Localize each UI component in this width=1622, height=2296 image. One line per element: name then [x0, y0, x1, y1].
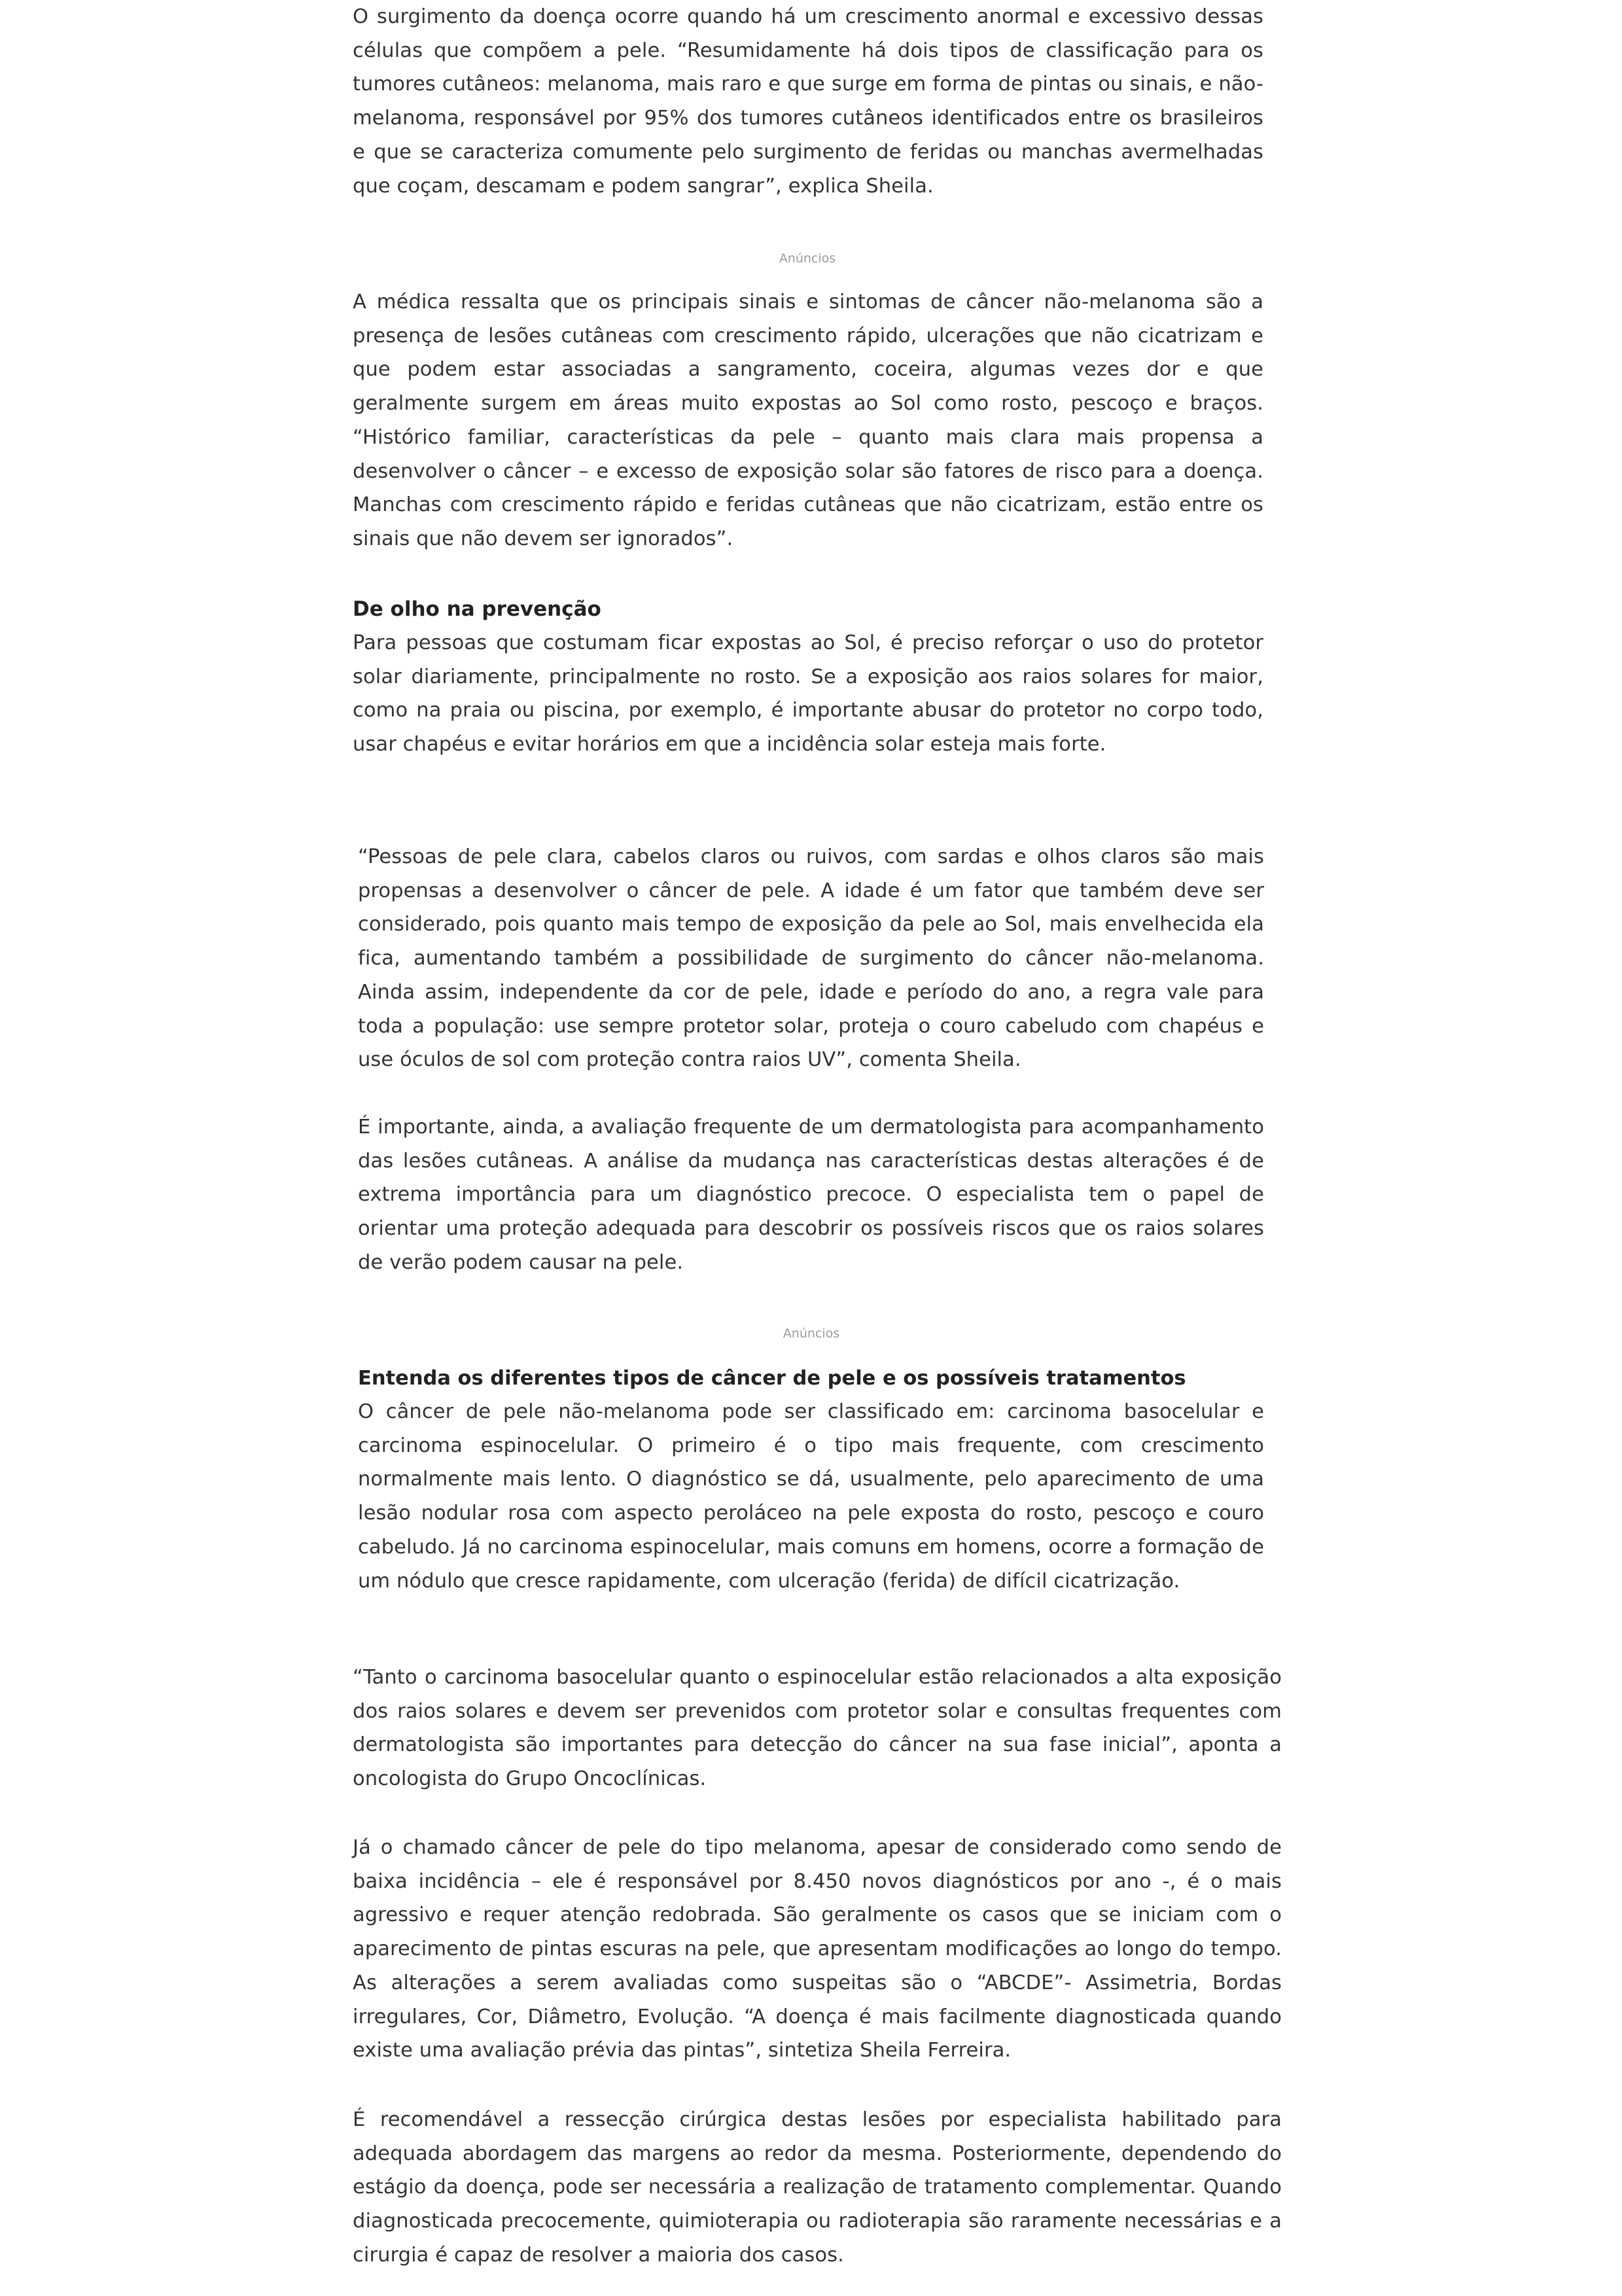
article-paragraph-4: “Pessoas de pele clara, cabelos claros ou ruivos, com sardas e olhos claros são mais propensas a desenvolver o câncer de pele. A idade é um fator que também deve ser considerado, pois quanto mais tempo de exposição da pele ao Sol, mais envelhecida ela fica, aumentando também a possibilidade de surgimento do câncer não-melanoma. Ainda assim, independente da cor de pele, idade e período do ano, a regra vale para toda a população: use sempre protetor solar, proteja o couro cabeludo com chapéus e use óculos de sol com proteção contra raios UV”, comenta Sheila. — [358, 845, 1264, 1072]
article-paragraph-1: O surgimento da doença ocorre quando há um crescimento anormal e excessivo dessas células que compõem a pele. “Resumidamente há dois tipos de classificação para os tumores cutâneos: melanoma, mais raro e que surge em forma de pintas ou sinais, e não-melanoma, responsável por 95% dos tumores cutâneos identificados entre os brasileiros e que se caracteriza comumente pelo surgimento de feridas ou manchas avermelhadas que coçam, descamam e podem sangrar”, explica Sheila. — [353, 5, 1263, 198]
article-paragraph-6: O câncer de pele não-melanoma pode ser classificado em: carcinoma basocelular e carcinoma espinocelular. O primeiro é o tipo mais frequente, com crescimento normalmente mais lento. O diagnóstico se dá, usualmente, pelo aparecimento de uma lesão nodular rosa com aspecto peroláceo na pele exposta do rosto, pescoço e couro cabeludo. Já no carcinoma espinocelular, mais comuns em homens, ocorre a formação de um nódulo que cresce rapidamente, com ulceração (ferida) de difícil cicatrização. — [358, 1400, 1264, 1593]
article-paragraph-7: “Tanto o carcinoma basocelular quanto o espinocelular estão relacionados a alta exposição dos raios solares e devem ser prevenidos com protetor solar e consultas frequentes com dermatologista são importantes para detecção do câncer na sua fase inicial”, aponta a oncologista do Grupo Oncoclínicas. — [353, 1666, 1282, 1791]
article-paragraph-8: Já o chamado câncer de pele do tipo melanoma, apesar de considerado como sendo de baixa incidência – ele é responsável por 8.450 novos diagnósticos por ano -, é o mais agressivo e requer atenção redobrada. São geralmente os casos que se iniciam com o aparecimento de pintas escuras na pele, que apresentam modificações ao longo do tempo. As alterações a serem avaliadas como suspeitas são o “ABCDE”- Assimetria, Bordas irregulares, Cor, Diâmetro, Evolução. “A doença é mais facilmente diagnosticada quando existe uma avaliação prévia das pintas”, sintetiza Sheila Ferreira. — [353, 1836, 1282, 2062]
section-heading-types: Entenda os diferentes tipos de câncer de pele e os possíveis tratamentos — [358, 1367, 1186, 1390]
ad-label: Anúncios — [783, 1326, 840, 1341]
article-paragraph-9: É recomendável a ressecção cirúrgica destas lesões por especialista habilitado para adequada abordagem das margens ao redor da mesma. Posteriormente, dependendo do estágio da doença, pode ser necessária a realização de tratamento complementar. Quando diagnosticada precocemente, quimioterapia ou radioterapia são raramente necessárias e a cirurgia é capaz de resolver a maioria dos casos. — [353, 2108, 1282, 2267]
article-paragraph-3: Para pessoas que costumam ficar expostas ao Sol, é preciso reforçar o uso do protetor solar diariamente, principalmente no rosto. Se a exposição aos raios solares for maior, como na praia ou piscina, por exemplo, é importante abusar do protetor no corpo todo, usar chapéus e evitar horários em que a incidência solar esteja mais forte. — [353, 631, 1263, 756]
section-heading-prevention: De olho na prevenção — [353, 597, 601, 621]
article-paragraph-2: A médica ressalta que os principais sinais e sintomas de câncer não-melanoma são a presença de lesões cutâneas com crescimento rápido, ulcerações que não cicatrizam e que podem estar associadas a sangramento, coceira, algumas vezes dor e que geralmente surgem em áreas muito expostas ao Sol como rosto, pescoço e braços. “Histórico familiar, características da pele – quanto mais clara mais propensa a desenvolver o câncer – e excesso de exposição solar são fatores de risco para a doença. Manchas com crescimento rápido e feridas cutâneas que não cicatrizam, estão entre os sinais que não devem ser ignorados”. — [353, 291, 1263, 550]
article-paragraph-5: É importante, ainda, a avaliação frequente de um dermatologista para acompanhamento das lesões cutâneas. A análise da mudança nas características destas alterações é de extrema importância para um diagnóstico precoce. O especialista tem o papel de orientar uma proteção adequada para descobrir os possíveis riscos que os raios solares de verão podem causar na pele. — [358, 1116, 1264, 1274]
ad-label: Anúncios — [779, 251, 836, 266]
